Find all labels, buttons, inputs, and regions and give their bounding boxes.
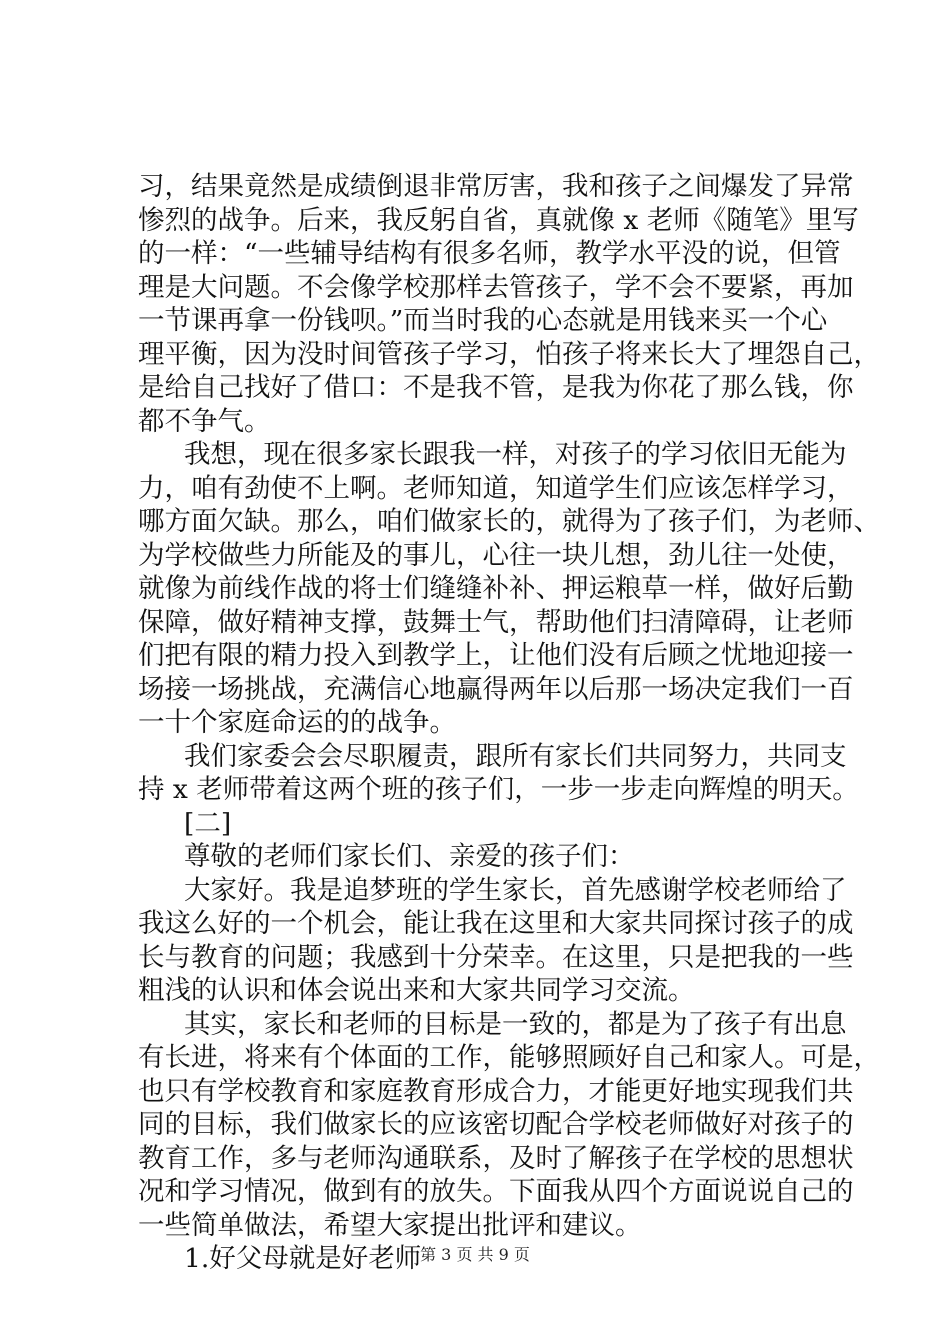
text-line: 一些简单做法，希望大家提出批评和建议。 — [138, 1209, 642, 1241]
text-line: 一节课再拿一份钱呗。”而当时我的心态就是用钱来买一个心 — [138, 305, 828, 336]
text-line: 习，结果竟然是成绩倒退非常厉害，我和孩子之间爆发了异常 — [138, 171, 854, 202]
text-line: 理平衡，因为没时间管孩子学习，怕孩子将来长大了埋怨自己， — [138, 338, 880, 370]
text-line: 我想，现在很多家长跟我一样，对孩子的学习依旧无能为 — [184, 439, 847, 470]
text-line: 同的目标，我们做家长的应该密切配合学校老师做好对孩子的 — [138, 1109, 854, 1140]
text-line: 长与教育的问题；我感到十分荣幸。在这里，只是把我的一些 — [138, 941, 854, 973]
text-line: 有长进，将来有个体面的工作，能够照顾好自己和家人。可是， — [138, 1042, 880, 1073]
text-line: 理是大问题。不会像学校那样去管孩子，学不会不要紧，再加 — [138, 271, 854, 303]
text-line: 保障，做好精神支撑，鼓舞士气，帮助他们扫清障碍，让老师 — [138, 606, 854, 638]
text-line: 场接一场挑战，充满信心地赢得两年以后那一场决定我们一百 — [138, 673, 854, 705]
text-line: 为学校做些力所能及的事儿，心往一块儿想，劲儿往一处使， — [138, 539, 854, 571]
text-line: 是给自己找好了借口：不是我不管，是我为你花了那么钱，你 — [138, 372, 854, 403]
text-line: 的一样：“一些辅导结构有很多名师，教学水平没的说，但管 — [138, 238, 841, 269]
page-footer: 第 3 页 共 9 页 — [420, 1245, 530, 1264]
text-line: 大家好。我是追梦班的学生家长，首先感谢学校老师给了 — [184, 874, 847, 906]
text-line: 粗浅的认识和体会说出来和大家共同学习交流。 — [138, 975, 695, 1006]
text-line: 惨烈的战争。后来，我反躬自省，真就像 x 老师《随笔》里写 — [138, 204, 859, 236]
text-line: [二] — [184, 807, 232, 839]
text-line: 一十个家庭命运的的战争。 — [138, 707, 456, 738]
text-line: 都不争气。 — [138, 405, 271, 437]
text-line: 就像为前线作战的将士们缝缝补补、押运粮草一样，做好后勤 — [138, 573, 854, 604]
text-line: 们把有限的精力投入到教学上，让他们没有后顾之忧地迎接一 — [138, 640, 854, 671]
text-line: 教育工作，多与老师沟通联系，及时了解孩子在学校的思想状 — [138, 1142, 854, 1174]
text-line: 力，咱有劲使不上啊。老师知道，知道学生们应该怎样学习， — [138, 472, 854, 504]
text-line: 也只有学校教育和家庭教育形成合力，才能更好地实现我们共 — [138, 1075, 854, 1107]
text-line: 我这么好的一个机会，能让我在这里和大家共同探讨孩子的成 — [138, 908, 854, 939]
text-line: 1.好父母就是好老师 — [184, 1243, 422, 1274]
text-line: 持 x 老师带着这两个班的孩子们，一步一步走向辉煌的明天。 — [138, 774, 859, 805]
text-line: 况和学习情况，做到有的放失。下面我从四个方面说说自己的 — [138, 1176, 854, 1207]
text-line: 其实，家长和老师的目标是一致的，都是为了孩子有出息 — [184, 1008, 847, 1040]
text-line: 哪方面欠缺。那么，咱们做家长的，就得为了孩子们，为老师、 — [138, 506, 880, 537]
text-line: 我们家委会会尽职履责，跟所有家长们共同努力，共同支 — [184, 740, 847, 772]
text-line: 尊敬的老师们家长们、亲爱的孩子们： — [184, 841, 635, 872]
document-body — [138, 170, 880, 1276]
